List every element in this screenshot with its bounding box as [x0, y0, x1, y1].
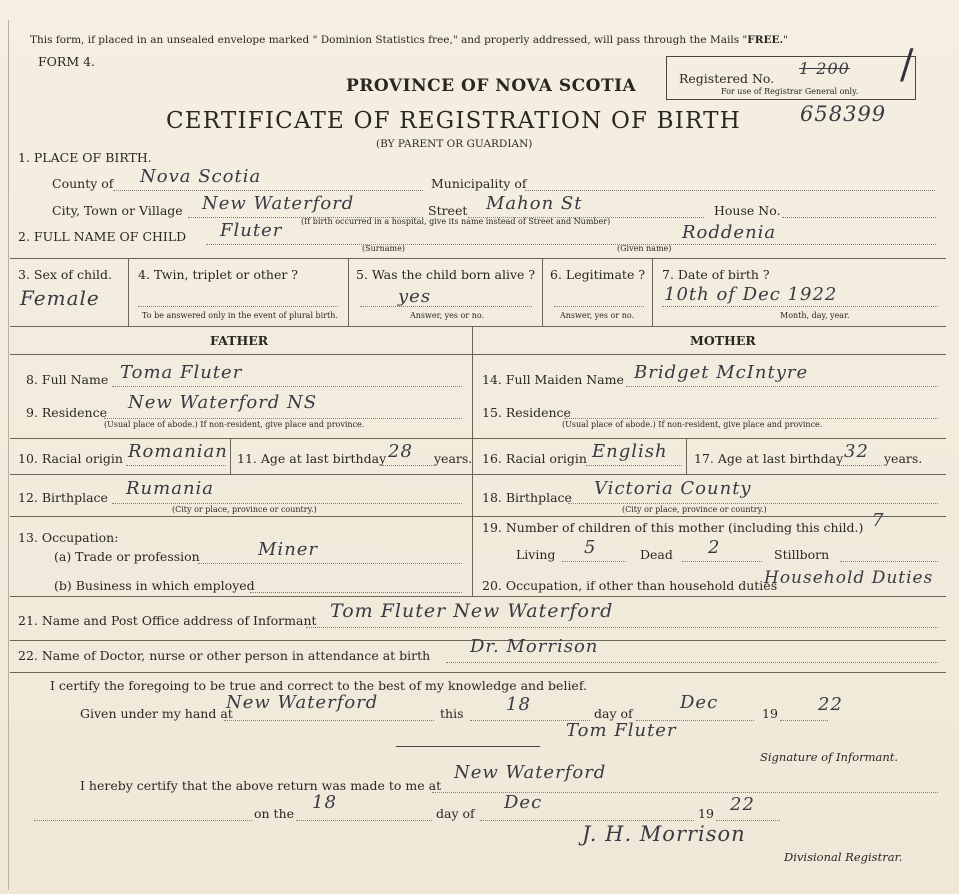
father-racial-label: 10. Racial origin	[18, 451, 123, 466]
racial-rule	[10, 474, 946, 475]
certify-day-of-label: day of	[594, 706, 633, 721]
mother-residence-label: 15. Residence	[482, 405, 571, 420]
father-business-line	[250, 592, 462, 593]
mother-living-line	[562, 561, 626, 562]
birthplace-rule	[10, 516, 946, 517]
registered-value: 1 200	[799, 59, 850, 78]
child-given-value: Roddenia	[682, 222, 777, 243]
child-name-line	[206, 244, 936, 245]
certify-year-value: 22	[818, 694, 843, 715]
given-place-line	[224, 720, 434, 721]
registrar-year-prefix: 19	[698, 806, 714, 821]
form-number: FORM 4.	[38, 54, 96, 69]
left-margin-line	[8, 20, 9, 890]
mother-living-label: Living	[516, 547, 556, 562]
mother-children-value: 7	[872, 510, 885, 531]
this-label: this	[440, 706, 464, 721]
registrar-month-line	[480, 820, 694, 821]
mother-heading: MOTHER	[690, 333, 756, 348]
certificate-subtitle: (BY PARENT OR GUARDIAN)	[376, 138, 533, 150]
dob-value: 10th of Dec 1922	[664, 284, 838, 305]
city-value: New Waterford	[202, 193, 355, 214]
legitimate-note: Answer, yes or no.	[560, 311, 635, 320]
mother-stillborn-line	[840, 561, 938, 562]
alive-value: yes	[398, 286, 432, 307]
mother-children-label: 19. Number of children of this mother (including this child.)	[482, 520, 864, 535]
county-label: County of	[52, 176, 114, 191]
informant-label: 21. Name and Post Office address of Informant	[18, 613, 317, 628]
mother-birthplace-line	[568, 503, 938, 504]
doctor-value: Dr. Morrison	[470, 636, 599, 657]
father-birthplace-note: (City or place, province or country.)	[172, 505, 317, 514]
dob-note: Month, day, year.	[780, 311, 850, 320]
mother-age-value: 32	[844, 441, 869, 462]
file-number: 658399	[800, 102, 887, 126]
mother-birthplace-note: (City or place, province or country.)	[622, 505, 767, 514]
given-place-value: New Waterford	[226, 692, 379, 713]
mother-name-value: Bridget McIntyre	[634, 362, 809, 383]
registered-number-box	[666, 56, 916, 100]
father-age-line	[382, 465, 434, 466]
registrar-month-value: Dec	[504, 792, 543, 813]
father-occupation-label: 13. Occupation:	[18, 530, 119, 545]
child-name-label: 2. FULL NAME OF CHILD	[18, 229, 187, 244]
sex-value: Female	[20, 286, 100, 310]
municipality-line	[525, 190, 935, 191]
father-business-label: (b) Business in which employed	[54, 578, 255, 593]
mother-dead-label: Dead	[640, 547, 673, 562]
father-residence-rule	[10, 438, 946, 439]
registrar-day-of-label: day of	[436, 806, 475, 821]
row3-divider-3	[542, 258, 543, 326]
alive-label: 5. Was the child born alive ?	[356, 267, 536, 282]
parents-heading-rule	[10, 354, 946, 355]
municipality-label: Municipality of	[431, 176, 527, 191]
mother-occupation-label: 20. Occupation, if other than household duties	[482, 578, 778, 593]
parents-bottom-rule	[10, 596, 946, 597]
row3-divider-1	[128, 258, 129, 326]
certify-year-prefix: 19	[762, 706, 778, 721]
father-birthplace-line	[112, 503, 462, 504]
father-heading: FATHER	[210, 333, 269, 348]
mother-racial-value: English	[592, 441, 668, 462]
street-label: Street	[428, 203, 468, 218]
mother-stillborn-label: Stillborn	[774, 547, 830, 562]
father-trade-line	[198, 563, 462, 564]
informant-signature: Tom Fluter	[566, 720, 677, 741]
father-residence-value: New Waterford NS	[128, 392, 318, 413]
doctor-rule	[10, 672, 946, 673]
mother-name-label: 14. Full Maiden Name	[482, 372, 624, 387]
alive-line	[360, 306, 532, 307]
father-birthplace-label: 12. Birthplace	[18, 490, 108, 505]
informant-signature-caption: Signature of Informant.	[760, 750, 899, 764]
registered-note: For use of Registrar General only.	[721, 87, 859, 96]
twin-label: 4. Twin, triplet or other ?	[138, 267, 298, 282]
row3-divider-2	[348, 258, 349, 326]
given-under-label: Given under my hand at	[80, 706, 233, 721]
legitimate-line	[554, 306, 644, 307]
province-heading: PROVINCE OF NOVA SCOTIA	[346, 76, 637, 96]
certificate-title: CERTIFICATE OF REGISTRATION OF BIRTH	[166, 108, 741, 134]
informant-value: Tom Fluter New Waterford	[330, 600, 614, 622]
father-age-label: 11. Age at last birthday	[237, 451, 387, 466]
alive-note: Answer, yes or no.	[410, 311, 485, 320]
father-trade-value: Miner	[258, 539, 319, 560]
sex-label: 3. Sex of child.	[18, 267, 113, 282]
row3-bottom-rule	[10, 326, 946, 327]
check-mark: /	[900, 42, 915, 88]
father-birthplace-value: Rumania	[126, 478, 215, 499]
mail-notice: This form, if placed in an unsealed envelope marked " Dominion Statistics free," and properly addressed, will pass through the Mails "FREE."	[30, 34, 788, 46]
mother-age-line	[838, 465, 882, 466]
given-caption: (Given name)	[617, 244, 672, 253]
father-name-line	[112, 386, 462, 387]
mother-racial-line	[586, 465, 682, 466]
mother-name-line	[626, 386, 938, 387]
registrar-year-line	[716, 820, 780, 821]
hospital-note: (If birth occurred in a hospital, give its name instead of Street and Number)	[301, 217, 611, 226]
father-trade-label: (a) Trade or profession	[54, 549, 200, 564]
registrar-day-value: 18	[312, 792, 337, 813]
certify-statement: I certify the foregoing to be true and correct to the best of my knowledge and belief.	[50, 678, 587, 693]
doctor-label: 22. Name of Doctor, nurse or other person in attendance at birth	[18, 648, 431, 663]
dob-line	[662, 306, 938, 307]
father-age-value: 28	[388, 441, 413, 462]
registrar-year-value: 22	[730, 794, 755, 815]
signature-rule-left	[396, 746, 540, 747]
certify-day-value: 18	[506, 694, 531, 715]
mother-age-label: 17. Age at last birthday	[694, 451, 844, 466]
registrar-caption: Divisional Registrar.	[784, 850, 903, 864]
father-racial-value: Romanian	[128, 441, 228, 462]
registrar-day-line	[296, 820, 432, 821]
house-line	[782, 217, 936, 218]
county-line	[113, 190, 423, 191]
mother-racial-label: 16. Racial origin	[482, 451, 587, 466]
father-age-divider	[230, 438, 231, 474]
city-label: City, Town or Village	[52, 203, 183, 218]
place-of-birth-heading: 1. PLACE OF BIRTH.	[18, 150, 152, 165]
mother-age-divider	[686, 438, 687, 474]
mother-birthplace-label: 18. Birthplace	[482, 490, 572, 505]
registered-label: Registered No.	[679, 71, 775, 86]
registrar-lead-line	[34, 820, 252, 821]
father-residence-line	[104, 418, 462, 419]
mother-birthplace-value: Victoria County	[594, 478, 752, 499]
registrar-signature: J. H. Morrison	[582, 822, 746, 846]
registrar-on-the-label: on the	[254, 806, 295, 821]
father-racial-line	[126, 465, 226, 466]
certify-month-value: Dec	[680, 692, 719, 713]
mother-residence-line	[564, 418, 938, 419]
registrar-place-value: New Waterford	[454, 762, 607, 783]
street-value: Mahon St	[486, 193, 583, 214]
father-name-label: 8. Full Name	[26, 372, 109, 387]
certify-year-line	[780, 720, 828, 721]
father-name-value: Toma Fluter	[120, 362, 243, 383]
father-residence-label: 9. Residence	[26, 405, 107, 420]
doctor-line	[446, 662, 938, 663]
informant-line	[306, 627, 938, 628]
twin-line	[138, 306, 338, 307]
house-label: House No.	[714, 203, 781, 218]
mother-occupation-value: Household Duties	[764, 568, 934, 588]
row3-divider-4	[652, 258, 653, 326]
mother-dead-value: 2	[708, 537, 721, 558]
mother-living-value: 5	[584, 537, 597, 558]
surname-caption: (Surname)	[362, 244, 405, 253]
mother-residence-note: (Usual place of abode.) If non-resident, give place and province.	[562, 420, 823, 429]
twin-note: To be answered only in the event of plural birth.	[142, 311, 338, 320]
child-surname-value: Fluter	[220, 220, 283, 241]
county-value: Nova Scotia	[140, 166, 262, 187]
mother-age-unit: years.	[884, 451, 923, 466]
father-age-unit: years.	[434, 451, 473, 466]
dob-label: 7. Date of birth ?	[662, 267, 770, 282]
registrar-statement: I hereby certify that the above return was made to me at	[80, 778, 442, 793]
row3-top-rule	[10, 258, 946, 259]
mother-dead-line	[682, 561, 762, 562]
father-residence-note: (Usual place of abode.) If non-resident, give place and province.	[104, 420, 365, 429]
legitimate-label: 6. Legitimate ?	[550, 267, 646, 282]
